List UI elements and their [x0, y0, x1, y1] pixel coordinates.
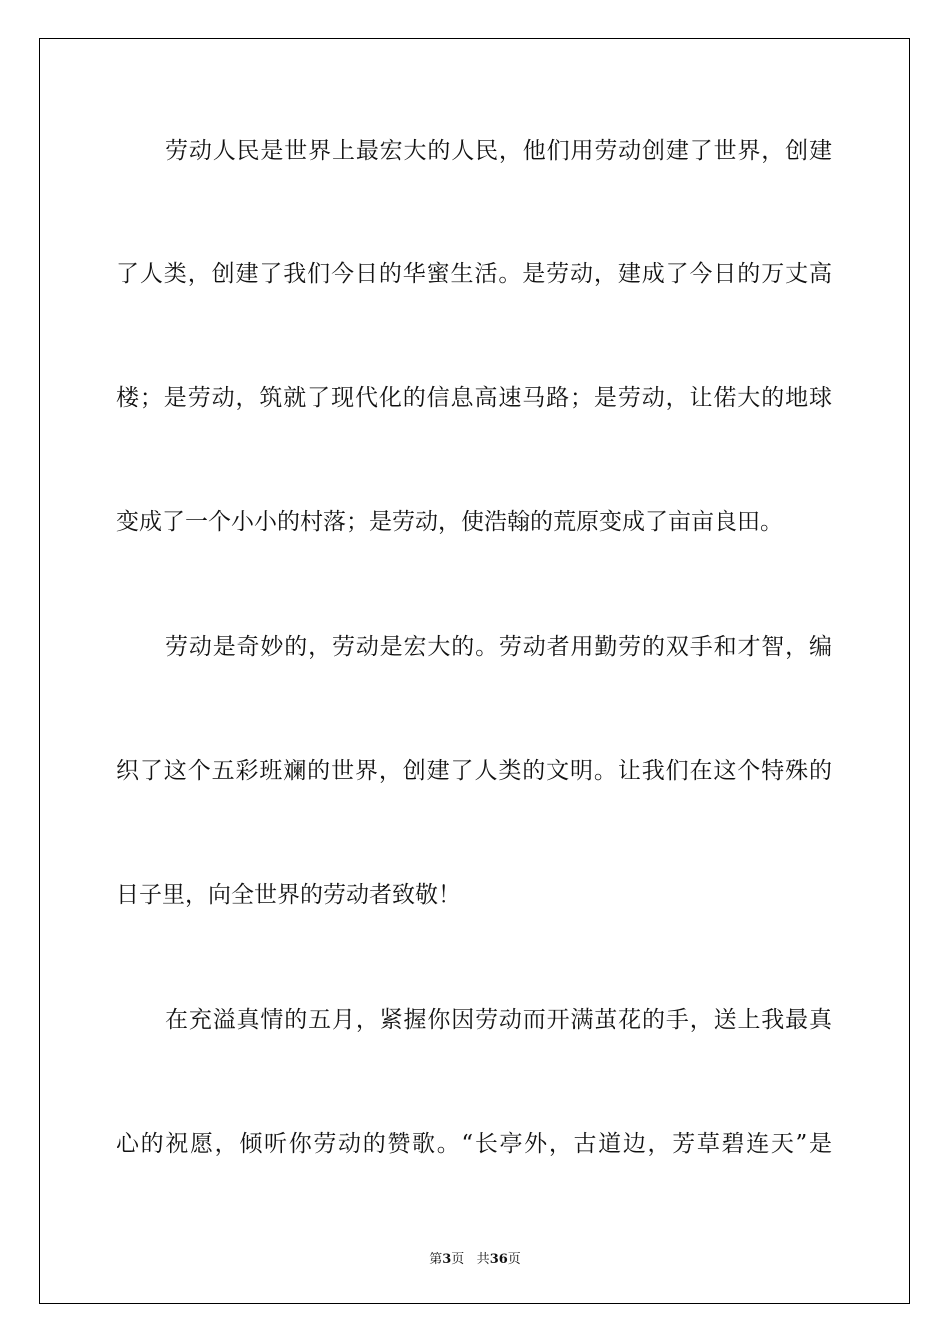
- footer-total-prefix: 共: [476, 1252, 490, 1267]
- body-line: 了人类，创建了我们今日的华蜜生活。是劳动，建成了今日的万丈高: [116, 261, 832, 287]
- body-line: 变成了一个小小的村落；是劳动，使浩翰的荒原变成了亩亩良田。: [116, 509, 783, 535]
- current-page-number: 3: [442, 1252, 452, 1267]
- body-line: 在充溢真情的五月，紧握你因劳动而开满茧花的手，送上我最真: [165, 1007, 832, 1033]
- footer-page-unit: 页: [451, 1252, 465, 1267]
- total-page-count: 36: [489, 1252, 508, 1267]
- page-frame: [39, 38, 910, 1304]
- body-line: 心的祝愿，倾听你劳动的赞歌。“长亭外，古道边，芳草碧连天”是: [116, 1131, 832, 1157]
- page-footer: [0, 1248, 950, 1267]
- footer-total-unit: 页: [507, 1252, 521, 1267]
- body-line: 日子里，向全世界的劳动者致敬！: [116, 882, 461, 908]
- body-line: 楼；是劳动，筑就了现代化的信息高速马路；是劳动，让偌大的地球: [116, 385, 832, 411]
- body-line: 织了这个五彩班斓的世界，创建了人类的文明。让我们在这个特殊的: [116, 758, 832, 784]
- body-line: 劳动是奇妙的，劳动是宏大的。劳动者用勤劳的双手和才智，编: [165, 634, 832, 660]
- footer-prefix: 第: [429, 1252, 443, 1267]
- body-line: 劳动人民是世界上最宏大的人民，他们用劳动创建了世界，创建: [165, 138, 832, 164]
